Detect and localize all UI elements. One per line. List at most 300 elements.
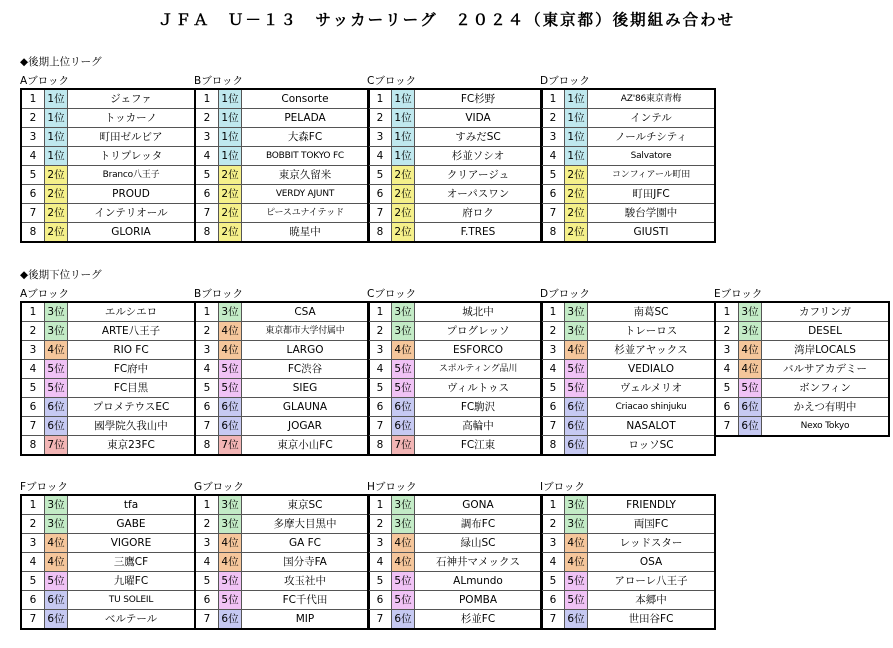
- row-number: 2: [368, 322, 392, 341]
- block-table: [367, 494, 543, 630]
- team-name: 国分寺FA: [242, 553, 370, 572]
- block-label: Cブロック: [367, 288, 417, 300]
- block-label: Iブロック: [540, 481, 585, 493]
- rank-cell: 5位: [565, 572, 588, 591]
- upper-league-label: ◆後期上位リーグ: [20, 56, 102, 68]
- table-row: [368, 572, 542, 591]
- team-name: CSA: [242, 302, 370, 322]
- row-number: 4: [21, 553, 45, 572]
- block-table: [540, 494, 716, 630]
- row-number: 7: [21, 610, 45, 630]
- table-row: [21, 553, 195, 572]
- team-name: 大森FC: [242, 128, 370, 147]
- team-name: GABE: [68, 515, 196, 534]
- upper-block-1: [194, 74, 370, 243]
- lower-block-5: [20, 480, 196, 630]
- row-number: 4: [21, 147, 45, 166]
- rank-cell: 3位: [45, 302, 68, 322]
- row-number: 2: [368, 515, 392, 534]
- team-name: 九曜FC: [68, 572, 196, 591]
- row-number: 6: [541, 398, 565, 417]
- rank-cell: 1位: [392, 109, 415, 128]
- row-number: 6: [195, 398, 219, 417]
- table-row: [715, 417, 889, 437]
- row-number: 4: [195, 360, 219, 379]
- row-number: 4: [368, 553, 392, 572]
- row-number: 5: [21, 379, 45, 398]
- table-row: [21, 109, 195, 128]
- table-row: [195, 322, 369, 341]
- table-row: [195, 398, 369, 417]
- table-row: [195, 204, 369, 223]
- team-name: 高輪中: [415, 417, 543, 436]
- team-name: インテリオール: [68, 204, 196, 223]
- block-label: Dブロック: [540, 75, 590, 87]
- rank-cell: 2位: [45, 185, 68, 204]
- team-name: GONA: [415, 495, 543, 515]
- rank-cell: 4位: [392, 534, 415, 553]
- team-name: PROUD: [68, 185, 196, 204]
- table-row: [541, 223, 715, 243]
- rank-cell: 6位: [565, 436, 588, 456]
- team-name: 両国FC: [588, 515, 716, 534]
- rank-cell: 3位: [219, 495, 242, 515]
- row-number: 6: [541, 591, 565, 610]
- team-name: Nexo Tokyo: [762, 417, 890, 437]
- rank-cell: 1位: [565, 109, 588, 128]
- row-number: 7: [21, 204, 45, 223]
- team-name: 石神井マメックス: [415, 553, 543, 572]
- table-row: [195, 223, 369, 243]
- block-table: [367, 301, 543, 456]
- row-number: 1: [715, 302, 739, 322]
- table-row: [195, 379, 369, 398]
- row-number: 4: [195, 147, 219, 166]
- team-name: 世田谷FC: [588, 610, 716, 630]
- row-number: 6: [368, 185, 392, 204]
- rank-cell: 4位: [45, 341, 68, 360]
- row-number: 6: [21, 591, 45, 610]
- team-name: ジェファ: [68, 89, 196, 109]
- rank-cell: 6位: [392, 417, 415, 436]
- rank-cell: 2位: [565, 166, 588, 185]
- table-row: [368, 223, 542, 243]
- team-name: FRIENDLY: [588, 495, 716, 515]
- rank-cell: 3位: [392, 515, 415, 534]
- rank-cell: 6位: [565, 417, 588, 436]
- rank-cell: 3位: [45, 495, 68, 515]
- team-name: Branco八王子: [68, 166, 196, 185]
- team-name: 町田JFC: [588, 185, 716, 204]
- table-row: [368, 436, 542, 456]
- row-number: 4: [195, 553, 219, 572]
- table-row: [541, 302, 715, 322]
- row-number: 2: [21, 109, 45, 128]
- row-number: 8: [21, 223, 45, 243]
- team-name: FC杉野: [415, 89, 543, 109]
- rank-cell: 2位: [392, 166, 415, 185]
- table-row: [21, 515, 195, 534]
- lower-block-0: [20, 287, 196, 456]
- block-label: Aブロック: [20, 288, 69, 300]
- rank-cell: 3位: [565, 322, 588, 341]
- rank-cell: 1位: [392, 128, 415, 147]
- row-number: 3: [21, 341, 45, 360]
- row-number: 2: [195, 109, 219, 128]
- block-table: [367, 88, 543, 243]
- rank-cell: 2位: [45, 223, 68, 243]
- row-number: 2: [368, 109, 392, 128]
- team-name: ノールチシティ: [588, 128, 716, 147]
- row-number: 2: [541, 515, 565, 534]
- team-name: スポルティング品川: [415, 360, 543, 379]
- page-title: ＪＦＡ Ｕ－１３ サッカーリーグ ２０２４（東京都）後期組み合わせ: [157, 11, 736, 29]
- table-row: [541, 591, 715, 610]
- table-row: [715, 379, 889, 398]
- table-row: [21, 534, 195, 553]
- rank-cell: 2位: [219, 223, 242, 243]
- table-row: [21, 495, 195, 515]
- team-name: ヴェルメリオ: [588, 379, 716, 398]
- table-row: [541, 436, 715, 456]
- block-table: [194, 494, 370, 630]
- team-name: LARGO: [242, 341, 370, 360]
- team-name: ALmundo: [415, 572, 543, 591]
- block-label: Fブロック: [20, 481, 68, 493]
- rank-cell: 6位: [392, 610, 415, 630]
- rank-cell: 2位: [219, 185, 242, 204]
- rank-cell: 5位: [219, 360, 242, 379]
- team-name: 東京都市大学付属中: [242, 322, 370, 341]
- rank-cell: 1位: [45, 109, 68, 128]
- table-row: [541, 379, 715, 398]
- block-table: [20, 301, 196, 456]
- rank-cell: 1位: [565, 89, 588, 109]
- row-number: 7: [541, 417, 565, 436]
- lower-block-4: [714, 287, 890, 437]
- rank-cell: 4位: [739, 360, 762, 379]
- table-row: [368, 185, 542, 204]
- row-number: 1: [541, 302, 565, 322]
- row-number: 3: [195, 534, 219, 553]
- table-row: [541, 534, 715, 553]
- lower-block-3: [540, 287, 716, 456]
- rank-cell: 3位: [392, 302, 415, 322]
- row-number: 7: [21, 417, 45, 436]
- table-row: [541, 417, 715, 436]
- rank-cell: 3位: [392, 322, 415, 341]
- row-number: 5: [368, 166, 392, 185]
- rank-cell: 4位: [219, 341, 242, 360]
- row-number: 8: [195, 223, 219, 243]
- block-table: [20, 494, 196, 630]
- table-row: [541, 515, 715, 534]
- row-number: 4: [715, 360, 739, 379]
- block-label: Gブロック: [194, 481, 244, 493]
- table-row: [541, 185, 715, 204]
- table-row: [21, 572, 195, 591]
- block-label: Bブロック: [194, 75, 243, 87]
- rank-cell: 4位: [45, 534, 68, 553]
- block-label: Dブロック: [540, 288, 590, 300]
- team-name: トリプレッタ: [68, 147, 196, 166]
- table-row: [195, 515, 369, 534]
- rank-cell: 6位: [565, 398, 588, 417]
- row-number: 7: [195, 610, 219, 630]
- rank-cell: 1位: [45, 89, 68, 109]
- row-number: 3: [715, 341, 739, 360]
- team-name: トレーロス: [588, 322, 716, 341]
- table-row: [541, 166, 715, 185]
- upper-block-0: [20, 74, 196, 243]
- row-number: 8: [21, 436, 45, 456]
- row-number: 5: [541, 379, 565, 398]
- rank-cell: 2位: [45, 204, 68, 223]
- team-name: ベルテール: [68, 610, 196, 630]
- team-name: 杉並FC: [415, 610, 543, 630]
- row-number: 1: [541, 89, 565, 109]
- row-number: 7: [195, 417, 219, 436]
- row-number: 3: [21, 128, 45, 147]
- rank-cell: 4位: [392, 341, 415, 360]
- rank-cell: 4位: [219, 553, 242, 572]
- upper-block-2: [367, 74, 543, 243]
- rank-cell: 3位: [565, 302, 588, 322]
- team-name: 多摩大目黒中: [242, 515, 370, 534]
- table-row: [21, 128, 195, 147]
- rank-cell: 5位: [565, 360, 588, 379]
- table-row: [21, 341, 195, 360]
- block-label: Bブロック: [194, 288, 243, 300]
- table-row: [368, 322, 542, 341]
- rank-cell: 2位: [392, 185, 415, 204]
- team-name: ヴィルトゥス: [415, 379, 543, 398]
- team-name: 城北中: [415, 302, 543, 322]
- rank-cell: 5位: [219, 591, 242, 610]
- row-number: 7: [541, 204, 565, 223]
- table-row: [21, 591, 195, 610]
- table-row: [715, 341, 889, 360]
- team-name: AZ'86東京青梅: [588, 89, 716, 109]
- rank-cell: 2位: [219, 204, 242, 223]
- team-name: 町田ゼルビア: [68, 128, 196, 147]
- table-row: [368, 360, 542, 379]
- rank-cell: 3位: [219, 515, 242, 534]
- block-label: Hブロック: [367, 481, 417, 493]
- rank-cell: 6位: [739, 398, 762, 417]
- team-name: プロメテウスEC: [68, 398, 196, 417]
- team-name: 暁星中: [242, 223, 370, 243]
- team-name: 東京23FC: [68, 436, 196, 456]
- team-name: POMBA: [415, 591, 543, 610]
- table-row: [21, 147, 195, 166]
- rank-cell: 6位: [219, 417, 242, 436]
- row-number: 2: [21, 515, 45, 534]
- table-row: [195, 185, 369, 204]
- team-name: 三鷹CF: [68, 553, 196, 572]
- row-number: 6: [368, 591, 392, 610]
- table-row: [368, 398, 542, 417]
- row-number: 3: [195, 128, 219, 147]
- rank-cell: 2位: [565, 223, 588, 243]
- upper-block-3: [540, 74, 716, 243]
- rank-cell: 1位: [45, 128, 68, 147]
- rank-cell: 5位: [219, 379, 242, 398]
- rank-cell: 6位: [219, 610, 242, 630]
- row-number: 4: [541, 147, 565, 166]
- rank-cell: 6位: [45, 417, 68, 436]
- rank-cell: 3位: [45, 515, 68, 534]
- team-name: MIP: [242, 610, 370, 630]
- team-name: SIEG: [242, 379, 370, 398]
- team-name: TU SOLEIL: [68, 591, 196, 610]
- team-name: VEDIALO: [588, 360, 716, 379]
- row-number: 4: [21, 360, 45, 379]
- row-number: 6: [21, 398, 45, 417]
- row-number: 4: [541, 553, 565, 572]
- team-name: 杉並ソシオ: [415, 147, 543, 166]
- rank-cell: 5位: [392, 379, 415, 398]
- team-name: VIGORE: [68, 534, 196, 553]
- table-row: [21, 610, 195, 630]
- rank-cell: 1位: [565, 147, 588, 166]
- row-number: 8: [195, 436, 219, 456]
- table-row: [21, 223, 195, 243]
- table-row: [195, 166, 369, 185]
- rank-cell: 3位: [565, 495, 588, 515]
- row-number: 1: [368, 302, 392, 322]
- rank-cell: 2位: [392, 223, 415, 243]
- table-row: [21, 360, 195, 379]
- table-row: [21, 166, 195, 185]
- rank-cell: 1位: [45, 147, 68, 166]
- row-number: 6: [195, 591, 219, 610]
- row-number: 6: [541, 185, 565, 204]
- team-name: 駿台学園中: [588, 204, 716, 223]
- row-number: 5: [195, 379, 219, 398]
- table-row: [21, 89, 195, 109]
- rank-cell: 6位: [219, 398, 242, 417]
- team-name: 緑山SC: [415, 534, 543, 553]
- team-name: インテル: [588, 109, 716, 128]
- rank-cell: 5位: [565, 379, 588, 398]
- rank-cell: 7位: [392, 436, 415, 456]
- team-name: Consorte: [242, 89, 370, 109]
- row-number: 6: [715, 398, 739, 417]
- row-number: 1: [195, 302, 219, 322]
- team-name: かえつ有明中: [762, 398, 890, 417]
- table-row: [541, 398, 715, 417]
- row-number: 7: [368, 610, 392, 630]
- team-name: 本郷中: [588, 591, 716, 610]
- rank-cell: 6位: [45, 398, 68, 417]
- block-table: [540, 301, 716, 456]
- row-number: 3: [21, 534, 45, 553]
- table-row: [195, 534, 369, 553]
- table-row: [368, 302, 542, 322]
- table-row: [195, 128, 369, 147]
- rank-cell: 3位: [565, 515, 588, 534]
- lower-block-2: [367, 287, 543, 456]
- table-row: [21, 204, 195, 223]
- rank-cell: 2位: [45, 166, 68, 185]
- row-number: 2: [541, 322, 565, 341]
- row-number: 4: [368, 360, 392, 379]
- table-row: [21, 398, 195, 417]
- rank-cell: 3位: [219, 302, 242, 322]
- row-number: 2: [195, 322, 219, 341]
- rank-cell: 5位: [219, 572, 242, 591]
- row-number: 2: [195, 515, 219, 534]
- row-number: 5: [368, 379, 392, 398]
- team-name: すみだSC: [415, 128, 543, 147]
- rank-cell: 7位: [219, 436, 242, 456]
- table-row: [195, 341, 369, 360]
- table-row: [541, 109, 715, 128]
- row-number: 7: [195, 204, 219, 223]
- row-number: 5: [541, 572, 565, 591]
- table-row: [541, 360, 715, 379]
- team-name: FC渋谷: [242, 360, 370, 379]
- team-name: カフリンガ: [762, 302, 890, 322]
- rank-cell: 5位: [739, 379, 762, 398]
- row-number: 5: [21, 572, 45, 591]
- rank-cell: 3位: [739, 302, 762, 322]
- table-row: [541, 89, 715, 109]
- row-number: 3: [195, 341, 219, 360]
- team-name: オーパスワン: [415, 185, 543, 204]
- table-row: [368, 515, 542, 534]
- table-row: [195, 610, 369, 630]
- row-number: 6: [195, 185, 219, 204]
- table-row: [368, 610, 542, 630]
- team-name: VIDA: [415, 109, 543, 128]
- row-number: 8: [368, 223, 392, 243]
- table-row: [195, 360, 369, 379]
- lower-block-8: [540, 480, 716, 630]
- row-number: 5: [21, 166, 45, 185]
- team-name: 東京SC: [242, 495, 370, 515]
- table-row: [541, 341, 715, 360]
- team-name: GIUSTI: [588, 223, 716, 243]
- row-number: 3: [541, 341, 565, 360]
- team-name: RIO FC: [68, 341, 196, 360]
- table-row: [715, 398, 889, 417]
- rank-cell: 6位: [392, 398, 415, 417]
- team-name: FC目黒: [68, 379, 196, 398]
- team-name: 杉並アヤックス: [588, 341, 716, 360]
- table-row: [368, 341, 542, 360]
- team-name: FC千代田: [242, 591, 370, 610]
- team-name: 攻玉社中: [242, 572, 370, 591]
- row-number: 1: [368, 89, 392, 109]
- rank-cell: 2位: [565, 185, 588, 204]
- team-name: アローレ八王子: [588, 572, 716, 591]
- team-name: 府ロク: [415, 204, 543, 223]
- team-name: OSA: [588, 553, 716, 572]
- table-row: [541, 572, 715, 591]
- block-table: [714, 301, 890, 437]
- rank-cell: 1位: [219, 128, 242, 147]
- table-row: [541, 553, 715, 572]
- team-name: ARTE八王子: [68, 322, 196, 341]
- team-name: 湾岸LOCALS: [762, 341, 890, 360]
- table-row: [541, 128, 715, 147]
- row-number: 3: [541, 128, 565, 147]
- rank-cell: 1位: [565, 128, 588, 147]
- block-label: Aブロック: [20, 75, 69, 87]
- row-number: 5: [368, 572, 392, 591]
